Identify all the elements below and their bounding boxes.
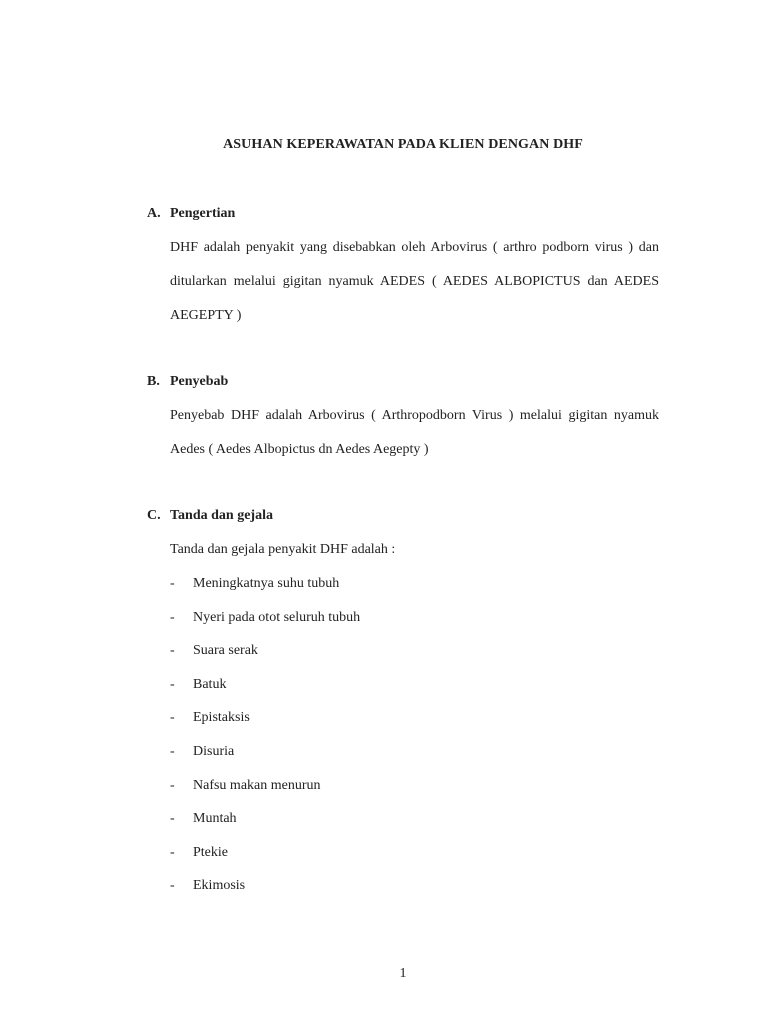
section-penyebab (147, 373, 659, 467)
list-item-text: Batuk (193, 676, 227, 692)
section-paragraph: DHF adalah penyakit yang disebabkan oleh Arbovirus ( arthro podborn virus ) dan ditularkan melalui gigitan nyamuk AEDES ( AEDES ALBOPICTUS dan AEDES AEGEPTY ) (170, 240, 659, 323)
list-item (147, 701, 659, 735)
bullet-dash: - (170, 777, 175, 793)
section-heading (147, 373, 659, 391)
bullet-dash: - (170, 710, 175, 726)
list-item-text: Nafsu makan menurun (193, 777, 321, 793)
section-letter: C. (147, 508, 161, 523)
list-item-text: Meningkatnya suhu tubuh (193, 576, 340, 591)
list-item (147, 836, 659, 870)
bullet-dash: - (170, 743, 175, 759)
section-letter: A. (147, 206, 161, 221)
list-item (147, 869, 659, 903)
list-item-text: Ptekie (193, 844, 228, 860)
list-item-text: Nyeri pada otot seluruh tubuh (193, 609, 361, 625)
list-item (147, 668, 659, 702)
list-item-text: Disuria (193, 743, 235, 759)
list-item (147, 601, 659, 635)
bullet-dash: - (170, 878, 175, 894)
list-item (147, 769, 659, 803)
page-number: 1 (399, 966, 407, 981)
section-letter: B. (147, 374, 160, 389)
section-heading (147, 507, 659, 525)
section-title: Pengertian (170, 206, 236, 221)
section-paragraph: Penyebab DHF adalah Arbovirus ( Arthropodborn Virus ) melalui gigitan nyamuk Aedes ( Aedes Albopictus dn Aedes Aegepty ) (170, 408, 659, 457)
list-item (147, 634, 659, 668)
bullet-dash: - (170, 844, 175, 860)
section-title: Penyebab (170, 374, 229, 389)
bullet-dash: - (170, 676, 175, 692)
list-item-text: Epistaksis (193, 710, 250, 726)
section-heading (147, 205, 659, 223)
list-item (147, 567, 659, 601)
list-item (147, 802, 659, 836)
bullet-dash: - (170, 811, 175, 827)
section-title: Tanda dan gejala (170, 508, 273, 523)
list-item-text: Ekimosis (193, 878, 246, 894)
list-item-text: Suara serak (193, 643, 258, 659)
section-pengertian (147, 205, 659, 333)
bullet-dash: - (170, 609, 175, 625)
section-lead: Tanda dan gejala penyakit DHF adalah : (170, 542, 396, 557)
section-tanda-gejala (147, 507, 659, 903)
list-item (147, 735, 659, 769)
document-title: ASUHAN KEPERAWATAN PADA KLIEN DENGAN DHF (223, 137, 583, 152)
list-item-text: Muntah (193, 811, 237, 827)
bullet-dash: - (170, 576, 175, 591)
bullet-dash: - (170, 643, 175, 659)
symptom-list (147, 567, 659, 903)
